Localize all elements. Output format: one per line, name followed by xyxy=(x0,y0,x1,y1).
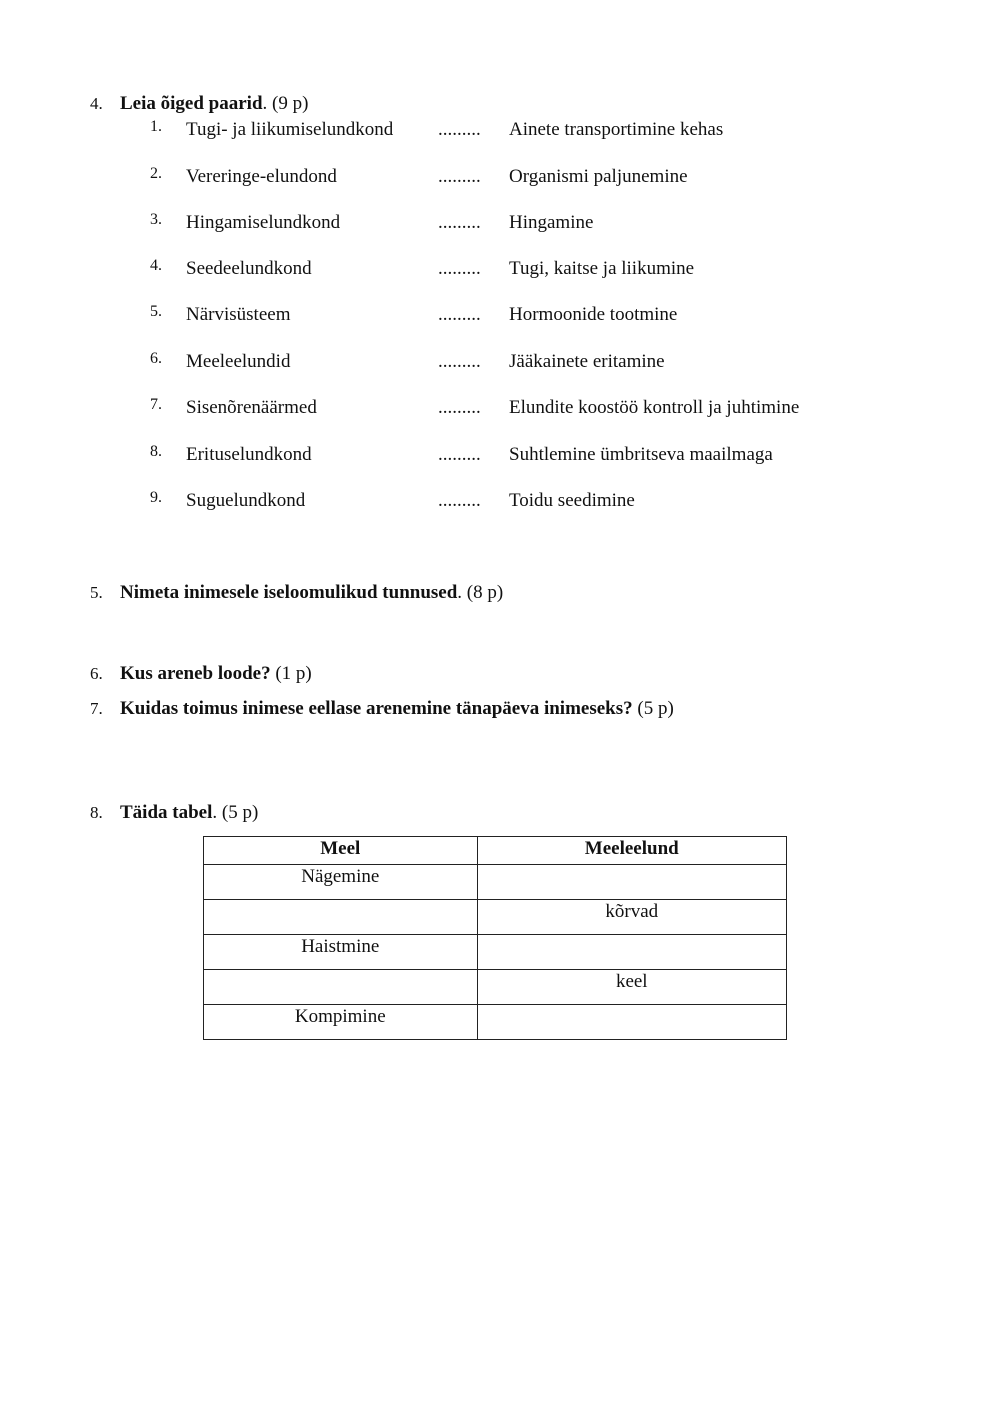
pair-right-term: Suhtlemine ümbritseva maailmaga xyxy=(509,444,773,465)
pair-left-term: Suguelundkond xyxy=(186,490,306,511)
pair-row xyxy=(150,489,870,513)
pair-right-term: Hormoonide tootmine xyxy=(509,304,678,325)
table-row xyxy=(204,1005,787,1040)
question-points: (5 p) xyxy=(632,698,674,719)
pair-left-term: Vereringe-elundond xyxy=(186,166,337,187)
question-7-heading xyxy=(90,697,674,721)
question-number: 5. xyxy=(90,583,103,602)
question-points: . (5 p) xyxy=(212,802,259,823)
question-number: 7. xyxy=(90,699,103,718)
pair-right-term: Ainete transportimine kehas xyxy=(509,119,724,140)
table-cell-organ-blank[interactable] xyxy=(477,1005,786,1040)
question-title: Kuidas toimus inimese eellase arenemine tänapäeva inimeseks? xyxy=(120,698,633,719)
pair-answer-blank[interactable]: ......... xyxy=(438,490,481,511)
pair-answer-blank[interactable]: ......... xyxy=(438,444,481,465)
pair-left-term: Hingamiselundkond xyxy=(186,212,341,233)
pair-row xyxy=(150,350,870,374)
pair-answer-blank[interactable]: ......... xyxy=(438,304,481,325)
pair-answer-blank[interactable]: ......... xyxy=(438,258,481,279)
question-5-heading xyxy=(90,581,503,605)
table-cell-sense-blank[interactable] xyxy=(204,900,478,935)
pair-left-term: Tugi- ja liikumiselundkond xyxy=(186,119,394,140)
pair-answer-blank[interactable]: ......... xyxy=(438,119,481,140)
pair-number: 6. xyxy=(150,350,162,367)
table-header-row xyxy=(204,837,787,865)
table-row xyxy=(204,865,787,900)
table-cell-organ: keel xyxy=(477,970,786,1005)
table-row xyxy=(204,970,787,1005)
question-number: 4. xyxy=(90,94,103,113)
pair-row xyxy=(150,443,870,467)
pair-left-term: Erituselundkond xyxy=(186,444,312,465)
pair-number: 5. xyxy=(150,303,162,320)
column-header-sense: Meel xyxy=(204,837,478,865)
pair-left-term: Meeleelundid xyxy=(186,351,291,372)
question-title: Täida tabel xyxy=(120,802,213,823)
table-cell-sense: Kompimine xyxy=(204,1005,478,1040)
table-cell-organ-blank[interactable] xyxy=(477,935,786,970)
pair-number: 1. xyxy=(150,118,162,135)
table-cell-sense-blank[interactable] xyxy=(204,970,478,1005)
question-6-heading xyxy=(90,662,312,686)
question-8-heading xyxy=(90,801,258,825)
pair-answer-blank[interactable]: ......... xyxy=(438,397,481,418)
pair-number: 9. xyxy=(150,489,162,506)
pair-right-term: Elundite koostöö kontroll ja juhtimine xyxy=(509,397,800,418)
table-cell-sense: Haistmine xyxy=(204,935,478,970)
pair-number: 3. xyxy=(150,211,162,228)
pair-left-term: Sisenõrenäärmed xyxy=(186,397,317,418)
pair-right-term: Organismi paljunemine xyxy=(509,166,688,187)
pair-row xyxy=(150,396,870,420)
question-title: Leia õiged paarid xyxy=(120,93,263,114)
question-points: . (9 p) xyxy=(262,93,309,114)
pair-row xyxy=(150,303,870,327)
pair-left-term: Seedeelundkond xyxy=(186,258,312,279)
pair-row xyxy=(150,257,870,281)
pair-number: 7. xyxy=(150,396,162,413)
table-cell-organ-blank[interactable] xyxy=(477,865,786,900)
question-number: 6. xyxy=(90,664,103,683)
pair-number: 4. xyxy=(150,257,162,274)
pair-right-term: Toidu seedimine xyxy=(509,490,635,511)
senses-table xyxy=(203,836,787,1040)
pair-row xyxy=(150,211,870,235)
pair-left-term: Närvisüsteem xyxy=(186,304,291,325)
pair-answer-blank[interactable]: ......... xyxy=(438,166,481,187)
table-cell-organ: kõrvad xyxy=(477,900,786,935)
pair-answer-blank[interactable]: ......... xyxy=(438,212,481,233)
question-points: (1 p) xyxy=(270,663,312,684)
pair-right-term: Tugi, kaitse ja liikumine xyxy=(509,258,695,279)
pair-right-term: Jääkainete eritamine xyxy=(509,351,665,372)
pair-row xyxy=(150,118,870,142)
column-header-sense-organ: Meeleelund xyxy=(477,837,786,865)
table-row xyxy=(204,935,787,970)
pair-answer-blank[interactable]: ......... xyxy=(438,351,481,372)
pair-row xyxy=(150,165,870,189)
question-number: 8. xyxy=(90,803,103,822)
question-title: Nimeta inimesele iseloomulikud tunnused xyxy=(120,582,458,603)
pair-right-term: Hingamine xyxy=(509,212,594,233)
question-4-heading xyxy=(90,92,308,116)
question-points: . (8 p) xyxy=(457,582,504,603)
table-row xyxy=(204,900,787,935)
question-title: Kus areneb loode? xyxy=(120,663,271,684)
table-cell-sense: Nägemine xyxy=(204,865,478,900)
pair-number: 2. xyxy=(150,165,162,182)
pair-number: 8. xyxy=(150,443,162,460)
